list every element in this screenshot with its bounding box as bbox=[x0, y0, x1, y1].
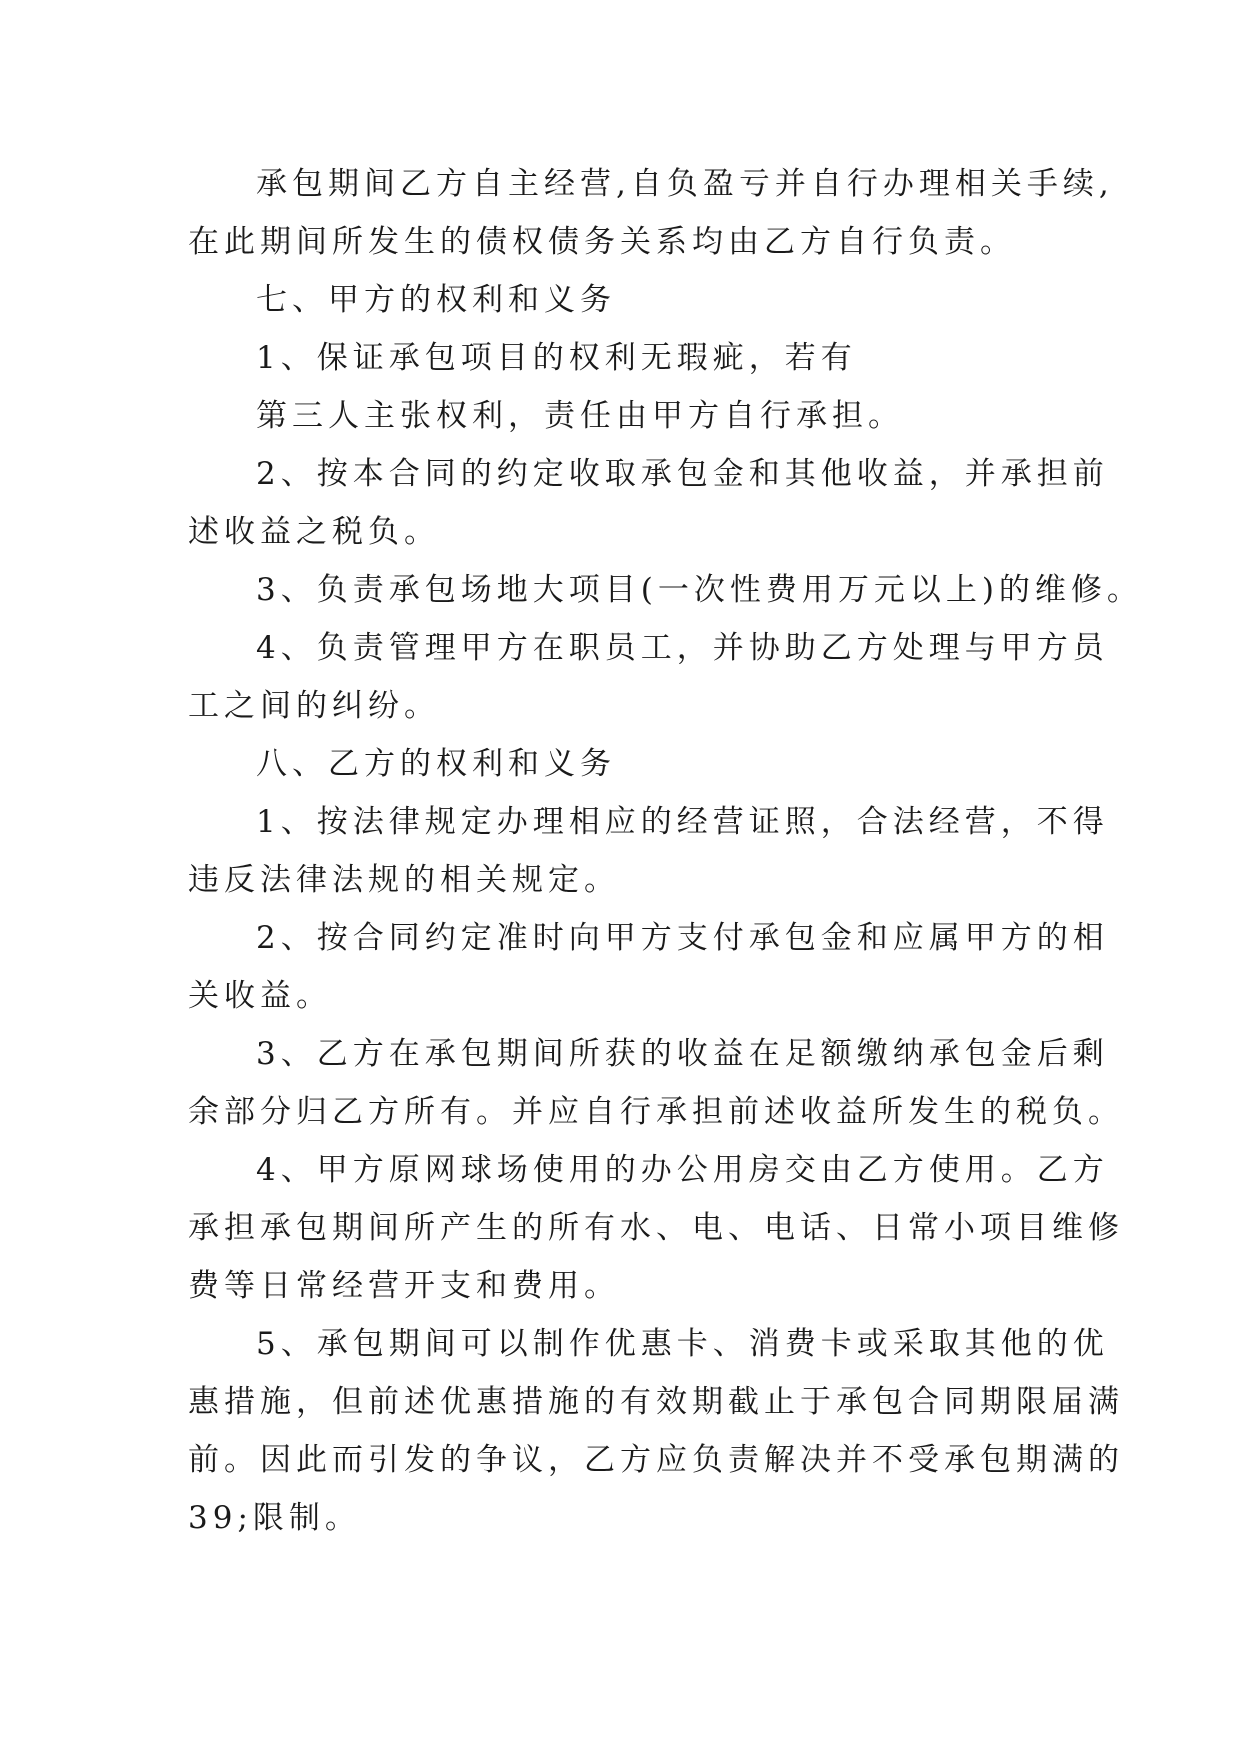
paragraph-line: 承担承包期间所产生的所有水、电、电话、日常小项目维修 bbox=[188, 1210, 1124, 1246]
section-heading: 七、甲方的权利和义务 bbox=[256, 282, 616, 318]
paragraph-line: 3、乙方在承包期间所获的收益在足额缴纳承包金后剩 bbox=[256, 1036, 1109, 1072]
paragraph-line: 承包期间乙方自主经营,自负盈亏并自行办理相关手续, bbox=[256, 166, 1114, 202]
paragraph-line: 违反法律法规的相关规定。 bbox=[188, 862, 620, 898]
paragraph-line: 1、按法律规定办理相应的经营证照，合法经营，不得 bbox=[256, 804, 1109, 840]
paragraph-line: 2、按本合同的约定收取承包金和其他收益，并承担前 bbox=[256, 456, 1109, 492]
paragraph-line: 4、负责管理甲方在职员工，并协助乙方处理与甲方员 bbox=[256, 630, 1109, 666]
paragraph-line: 前。因此而引发的争议，乙方应负责解决并不受承包期满的 bbox=[188, 1442, 1124, 1478]
paragraph-line: 工之间的纠纷。 bbox=[188, 688, 440, 724]
paragraph-line: 惠措施，但前述优惠措施的有效期截止于承包合同期限届满 bbox=[188, 1384, 1124, 1420]
paragraph-line: 4、甲方原网球场使用的办公用房交由乙方使用。乙方 bbox=[256, 1152, 1109, 1188]
paragraph-line: 第三人主张权利，责任由甲方自行承担。 bbox=[256, 398, 904, 434]
paragraph-line: 1、保证承包项目的权利无瑕疵，若有 bbox=[256, 340, 857, 376]
paragraph-line: 3、负责承包场地大项目(一次性费用万元以上)的维修。 bbox=[256, 572, 1143, 608]
paragraph-line: 关收益。 bbox=[188, 978, 332, 1014]
paragraph-line: 5、承包期间可以制作优惠卡、消费卡或采取其他的优 bbox=[256, 1326, 1109, 1362]
paragraph-line: 39;限制。 bbox=[188, 1500, 361, 1536]
paragraph-line: 余部分归乙方所有。并应自行承担前述收益所发生的税负。 bbox=[188, 1094, 1124, 1130]
paragraph-line: 费等日常经营开支和费用。 bbox=[188, 1268, 620, 1304]
paragraph-line: 述收益之税负。 bbox=[188, 514, 440, 550]
section-heading: 八、乙方的权利和义务 bbox=[256, 746, 616, 782]
paragraph-line: 2、按合同约定准时向甲方支付承包金和应属甲方的相 bbox=[256, 920, 1109, 956]
paragraph-line: 在此期间所发生的债权债务关系均由乙方自行负责。 bbox=[188, 224, 1016, 260]
